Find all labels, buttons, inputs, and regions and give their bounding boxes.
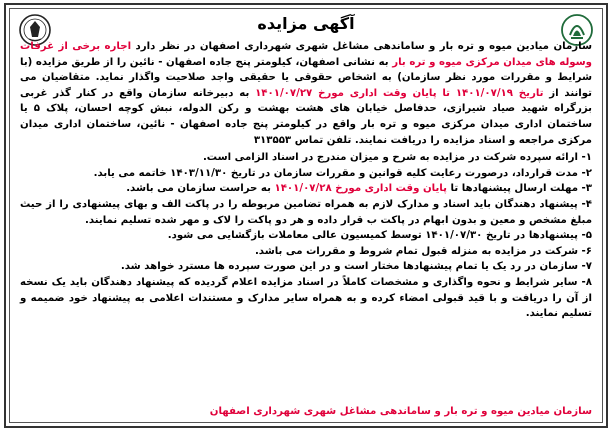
condition-item-3-before: ۳- مهلت ارسال پیشنهادها تا [446, 183, 592, 195]
issuer-signature: سازمان میادین میوه و تره بار و ساماندهی مشاغل شهری شهرداری اصفهان [209, 406, 592, 417]
condition-item-3-deadline: پایان وقت اداری مورخ ۱۴۰۱/۰۷/۲۸ [274, 183, 447, 195]
condition-item-2: ۲- مدت قرارداد، درصورت رعایت کلیه قوانین و مقررات سازمان در تاریخ ۱۴۰۳/۱۱/۳۰ خاتمه می یابد. [93, 167, 592, 179]
condition-item-5: ۵- پیشنهادها در تاریخ ۱۴۰۱/۰۷/۳۰ توسط کمیسیون عالی معاملات بازگشایی می شود. [167, 230, 592, 242]
notice-body [20, 39, 592, 322]
intro-text-2: به نشانی اصفهان، کیلومتر پنج جاده اصفهان - نائین را از طریق مزایده (با شرایط و مقررات مورد نظر سازمان) به اشخاص حقوقی یا حقیقی واجد صلاحیت واگذار نماید. متقاضیان می توانند از [20, 56, 593, 99]
condition-item-3 [20, 181, 592, 197]
condition-item-6: ۶- شرکت در مزایده به منزله قبول تمام شروط و مقررات می باشد. [254, 245, 592, 257]
condition-item-1: ۱- ارائه سپرده شرکت در مزایده به شرح و میزان مندرج در اسناد الزامی است. [202, 152, 592, 164]
condition-item-4: ۴- پیشنهاد دهندگان باید اسناد و مدارک لازم به همراه تضامین مربوطه را در پاکت الف و بهای پیشنهادی را از حیث مبلغ مشخص و معین و بدون ابهام در پاکت ب قرار داده و هر دو پاکت را لاک و مهر شده تسلیم نمایند. [20, 198, 592, 226]
intro-highlight-subject: اجاره برخی از غرفات وسوله های میدان مرکزی میوه و تره بار [20, 41, 593, 68]
condition-item-8: ۸- سایر شرایط و نحوه واگذاری و مشخصات کاملاً در اسناد مزایده اعلام گردیده که پیشنهاد دهندگان باید یک نسخه از آن را دریافت و با قید قبولی امضاء کرده و به همراه سایر مدارک و مستندات اعلامی به پیشنهاد خود ضمیمه و تسلیم نمایند. [20, 276, 592, 320]
condition-item-7: ۷- سازمان در رد یک یا تمام پیشنهادها مختار است و در این صورت سپرده ها مسترد خواهد شد. [120, 261, 592, 273]
page-title: آگهی مزایده [257, 14, 355, 33]
condition-item-3-after: به حراست سازمان می باشد. [126, 183, 275, 195]
intro-text-1: سازمان میادین میوه و تره بار و ساماندهی مشاغل شهری شهرداری اصفهان در نظر دارد [131, 41, 592, 52]
intro-paragraph [20, 39, 592, 148]
intro-text-3: به دبیرخانه سازمان واقع در کنار گذر غربی بزرگراه شهید صیاد شیرازی، حدفاصل خیابان های هشت بهشت و رکن الدوله، نبش کوچه احسان، پلاک ۵ یا ساختمان اداری میدان مرکزی میوه و تره بار واقع در کیلومتر پنج جاده اصفهان - نائین، ساختمان اداری میدان مرکزی مراجعه و اسناد مزایده را دریافت نمایند. تلفن تماس ۳۱۳۵۵۳ [20, 87, 592, 146]
notice-frame [4, 3, 608, 428]
intro-highlight-dates: تاریخ ۱۴۰۱/۰۷/۱۹ تا پایان وقت اداری مورخ ۱۴۰۱/۰۷/۲۷ [255, 87, 544, 99]
